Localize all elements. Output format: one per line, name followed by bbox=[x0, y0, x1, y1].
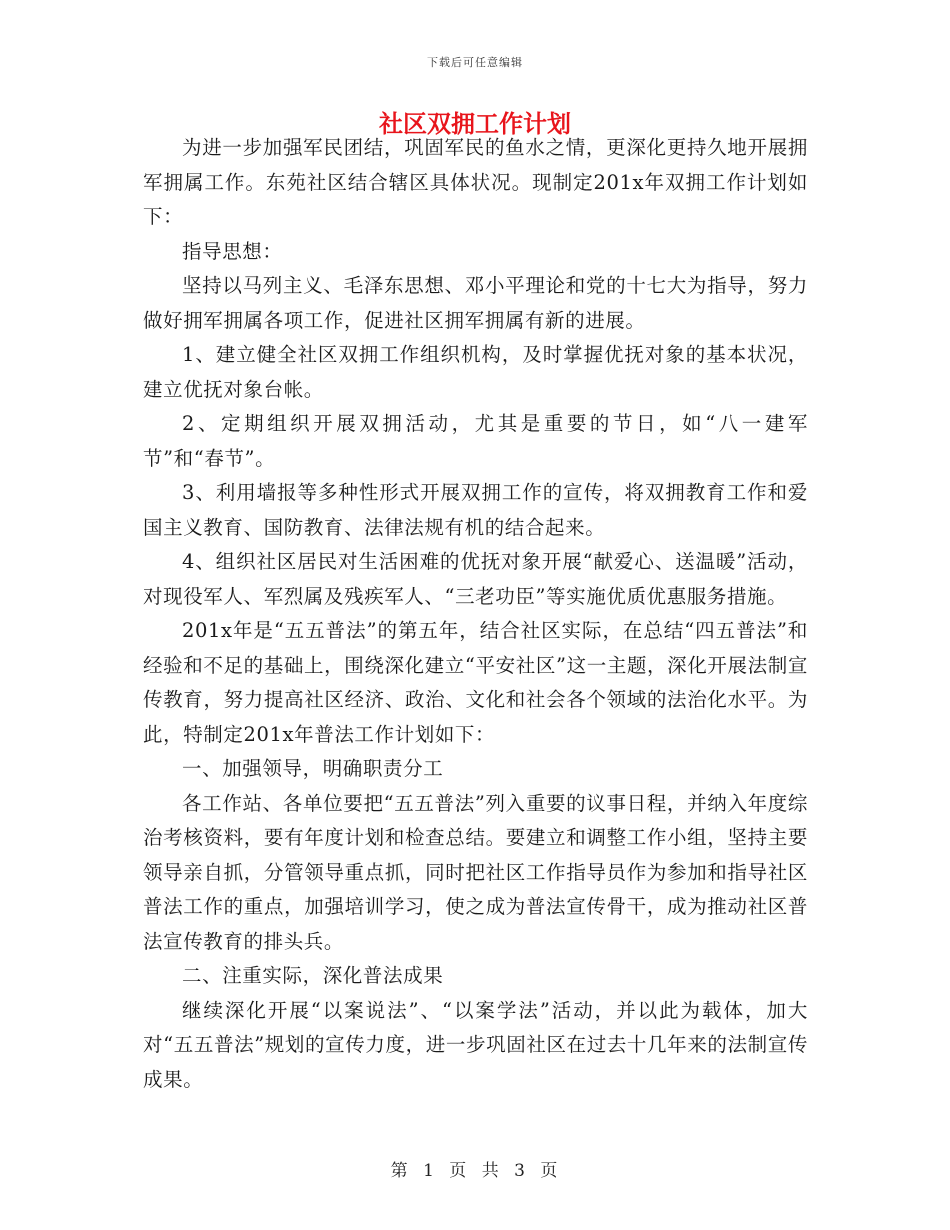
page-footer bbox=[0, 1156, 950, 1181]
section-heading-1: 一、加强领导，明确职责分工 bbox=[182, 757, 444, 780]
footer-prefix: 第 bbox=[390, 1161, 410, 1181]
document-title: 社区双拥工作计划 bbox=[379, 109, 571, 138]
footer-page-label: 页 bbox=[449, 1161, 469, 1181]
footer-page-end-label: 页 bbox=[540, 1161, 560, 1181]
paragraph-intro: 为进一步加强军民团结，巩固军民的鱼水之情，更深化更持久地开展拥军拥属工作。东苑社区结合辖区具体状况。现制定201x年双拥工作计划如下： bbox=[143, 136, 808, 228]
footer-total-label: 共 bbox=[481, 1161, 501, 1181]
page-header-note: 下载后可任意编辑 bbox=[427, 56, 523, 69]
section-heading-2: 二、注重实际，深化普法成果 bbox=[182, 964, 444, 987]
paragraph-guiding-heading: 指导思想： bbox=[182, 239, 283, 263]
paragraph-guiding-text: 坚持以马列主义、毛泽东思想、邓小平理论和党的十七大为指导，努力做好拥军拥属各项工作，促进社区拥军拥属有新的进展。 bbox=[143, 274, 808, 332]
paragraph-section-2: 继续深化开展“以案说法”、“以案学法”活动，并以此为载体，加大对“五五普法”规划的宣传力度，进一步巩固社区在过去十几年来的法制宣传成果。 bbox=[143, 998, 808, 1091]
footer-total-pages: 3 bbox=[514, 1161, 527, 1181]
paragraph-item-2: 2、定期组织开展双拥活动，尤其是重要的节日，如“八一建军节”和“春节”。 bbox=[143, 412, 808, 470]
footer-current-page: 1 bbox=[423, 1161, 436, 1181]
paragraph-section-1: 各工作站、各单位要把“五五普法”列入重要的议事日程，并纳入年度综治考核资料，要有年度计划和检查总结。要建立和调整工作小组，坚持主要领导亲自抓，分管领导重点抓，同时把社区工作指导员作为参加和指导社区普法工作的重点，加强培训学习，使之成为普法宣传骨干，成为推动社区普法宣传教育的排头兵。 bbox=[143, 791, 808, 953]
paragraph-item-4: 4、组织社区居民对生活困难的优抚对象开展“献爱心、送温暖”活动，对现役军人、军烈属及残疾军人、“三老功臣”等实施优质优惠服务措施。 bbox=[143, 550, 808, 608]
paragraph-item-1: 1、建立健全社区双拥工作组织机构，及时掌握优抚对象的基本状况，建立优抚对象台帐。 bbox=[143, 343, 808, 401]
paragraph-legal-intro: 201x年是“五五普法”的第五年，结合社区实际，在总结“四五普法”和经验和不足的基础上，围绕深化建立“平安社区”这一主题，深化开展法制宣传教育，努力提高社区经济、政治、文化和社会各个领域的法治化水平。为此，特制定201x年普法工作计划如下： bbox=[143, 619, 808, 746]
paragraph-item-3: 3、利用墙报等多种性形式开展双拥工作的宣传，将双拥教育工作和爱国主义教育、国防教育、法律法规有机的结合起来。 bbox=[143, 481, 808, 539]
document-body bbox=[143, 131, 808, 1097]
